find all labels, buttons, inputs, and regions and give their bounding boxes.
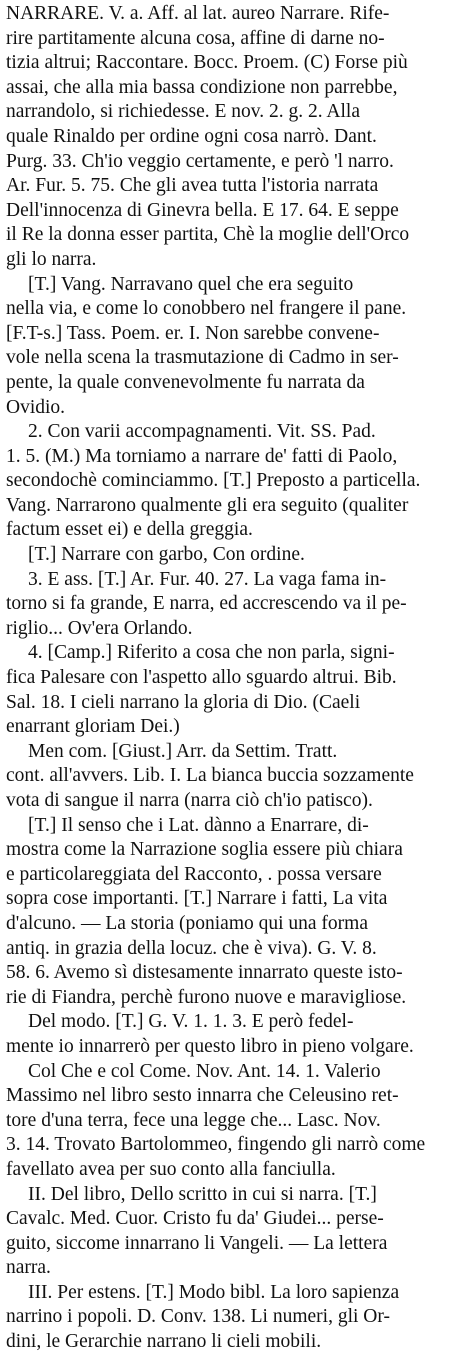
entry-line: mente io innarrerò per questo libro in pieno volgare.	[6, 1035, 414, 1057]
entry-line: rire partitamente alcuna cosa, affine di darne no-	[6, 27, 385, 49]
entry-line: Vang. Narrarono qualmente gli era seguito (qualiter	[6, 494, 409, 516]
entry-line: Purg. 33. Ch'io veggio certamente, e però 'l narro.	[6, 150, 394, 172]
entry-line: [F.T-s.] Tass. Poem. er. I. Non sarebbe convene-	[6, 322, 380, 344]
entry-line: [T.] Il senso che i Lat. dànno a Enarrare, di-	[28, 814, 369, 836]
entry-line: II. Del libro, Dello scritto in cui si narra. [T.]	[28, 1183, 377, 1205]
entry-line: antiq. in grazia della locuz. che è viva). G. V. 8.	[6, 937, 377, 959]
entry-line: quale Rinaldo per ordine ogni cosa narrò. Dant.	[6, 125, 377, 147]
entry-line: 3. E ass. [T.] Ar. Fur. 40. 27. La vaga fama in-	[28, 568, 387, 590]
entry-line: il Re la donna esser partita, Chè la moglie dell'Orco	[6, 224, 410, 246]
entry-line: Massimo nel libro sesto innarra che Celeusino ret-	[6, 1085, 399, 1107]
entry-line: mostra come la Narrazione soglia essere più chiara	[6, 839, 403, 861]
entry-line: vota di sangue il narra (narra ciò ch'io patisco).	[6, 790, 373, 811]
entry-line: cont. all'avvers. Lib. I. La bianca buccia sozzamente	[6, 765, 414, 787]
dictionary-entry-narrare	[6, 2, 462, 1355]
entry-line: narrandolo, si richiedesse. E nov. 2. g. 2. Alla	[6, 101, 360, 123]
entry-line: Del modo. [T.] G. V. 1. 1. 3. E però fedel-	[28, 1011, 354, 1033]
entry-line: assai, che alla mia bassa condizione non parrebbe,	[6, 76, 398, 98]
entry-line: III. Per estens. [T.] Modo bibl. La loro sapienza	[28, 1281, 400, 1303]
entry-line: 2. Con varii accompagnamenti. Vit. SS. Pad.	[28, 421, 376, 443]
entry-line: 1. 5. (M.) Ma torniamo a narrare de' fatti di Paolo,	[6, 445, 398, 467]
entry-line: 3. 14. Trovato Bartolommeo, fingendo gli narrò come	[6, 1134, 426, 1156]
entry-line: Ar. Fur. 5. 75. Che gli avea tutta l'istoria narrata	[6, 175, 379, 197]
entry-line: guito, siccome innarrano li Vangeli. — La lettera	[6, 1232, 388, 1254]
entry-line: e particolareggiata del Racconto, . possa versare	[6, 863, 382, 885]
entry-line: Men com. [Giust.] Arr. da Settim. Tratt.	[28, 740, 338, 762]
entry-line: [T.] Vang. Narravano quel che era seguito	[28, 273, 354, 295]
entry-line: 4. [Camp.] Riferito a cosa che non parla, signi-	[28, 642, 395, 664]
entry-line: Cavalc. Med. Cuor. Cristo fu da' Giudei... perse-	[6, 1208, 384, 1230]
entry-line: vole nella scena la trasmutazione di Cadmo in ser-	[6, 347, 399, 369]
entry-line: [T.] Narrare con garbo, Con ordine.	[28, 544, 305, 566]
entry-line: nella via, e come lo conobbero nel frangere il pane.	[6, 298, 407, 320]
entry-line: gli lo narra.	[6, 248, 97, 270]
entry-line: secondochè cominciammo. [T.] Preposto a particella.	[6, 470, 421, 492]
entry-line: tore d'una terra, fece una legge che... Lasc. Nov.	[6, 1109, 381, 1131]
entry-line: favellato avea per suo conto alla fanciulla.	[6, 1158, 336, 1180]
entry-line: enarrant gloriam Dei.)	[6, 716, 180, 738]
entry-line: Sal. 18. I cieli narrano la gloria di Dio. (Caeli	[6, 691, 361, 713]
entry-line: factum esset ei) e della greggia.	[6, 519, 253, 541]
entry-line: tizia altrui; Raccontare. Bocc. Proem. (C) Forse più	[6, 52, 408, 74]
entry-line: narra.	[6, 1257, 51, 1279]
entry-line: riglio... Ov'era Orlando.	[6, 617, 193, 639]
entry-line: Dell'innocenza di Ginevra bella. E 17. 64. E seppe	[6, 199, 399, 221]
entry-line: Col Che e col Come. Nov. Ant. 14. 1. Valerio	[28, 1060, 381, 1082]
entry-line: 58. 6. Avemo sì distesamente innarrato queste isto-	[6, 962, 403, 984]
entry-line: Ovidio.	[6, 396, 66, 418]
entry-line: sopra cose importanti. [T.] Narrare i fatti, La vita	[6, 888, 388, 910]
entry-line: NARRARE. V. a. Aff. al lat. aureo Narrare. Rife-	[6, 3, 390, 24]
entry-line: pente, la quale convenevolmente fu narrata da	[6, 371, 365, 393]
entry-line: dini, le Gerarchie narrano li cieli mobili.	[6, 1331, 322, 1353]
entry-line: narrino i popoli. D. Conv. 138. Li numeri, gli Or-	[6, 1306, 390, 1328]
entry-line: d'alcuno. — La storia (poniamo qui una forma	[6, 912, 368, 934]
entry-line: torno si fa grande, E narra, ed accrescendo va il pe-	[6, 593, 407, 615]
entry-line: fica Palesare con l'aspetto allo sguardo altrui. Bib.	[6, 667, 397, 689]
entry-line: rie di Fiandra, perchè furono nuove e maravigliose.	[6, 986, 407, 1008]
